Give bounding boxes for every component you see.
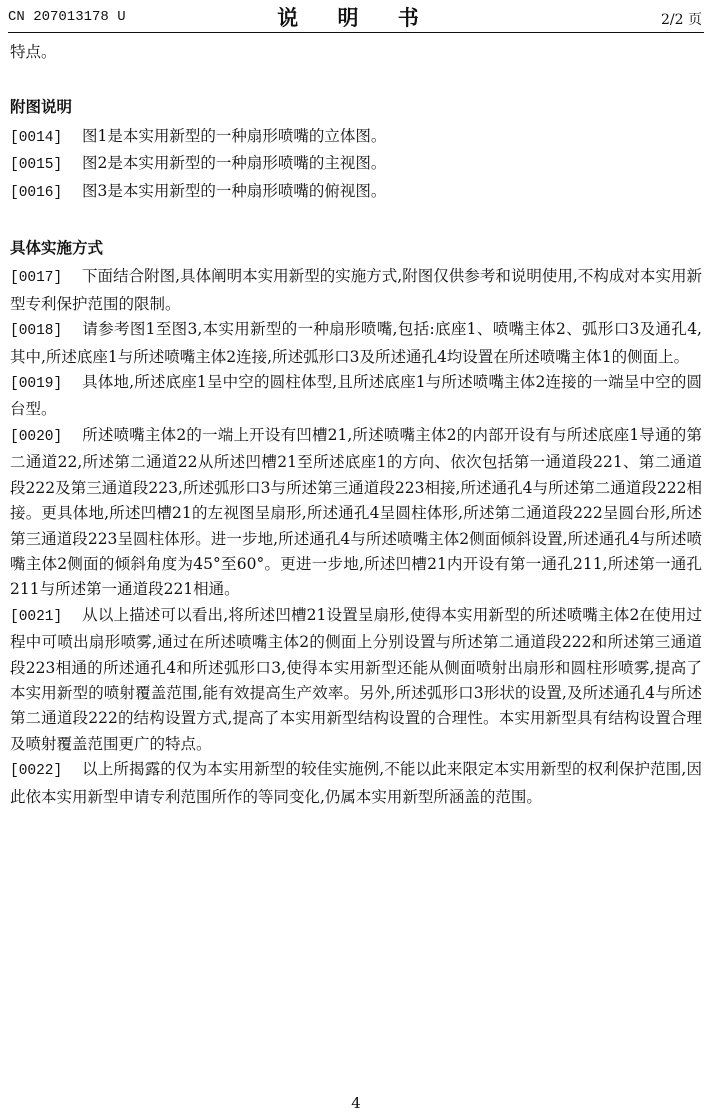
paragraph-text: 图2是本实用新型的一种扇形喷嘴的主视图。	[82, 154, 387, 173]
document-body	[10, 40, 702, 810]
document-title: 说 明 书	[277, 6, 435, 30]
paragraph-0020	[10, 423, 702, 603]
paragraph-number: [0016]	[10, 184, 63, 201]
paragraph-text: 下面结合附图,具体阐明本实用新型的实施方式,附图仅供参考和说明使用,不构成对本实用新型专利保护范围的限制。	[10, 267, 702, 313]
page-header	[0, 0, 712, 34]
figures-heading: 附图说明	[10, 98, 73, 117]
paragraph-number: [0020]	[10, 428, 63, 445]
paragraph-0022	[10, 757, 702, 810]
header-divider	[8, 32, 704, 33]
paragraph-text: 以上所揭露的仅为本实用新型的较佳实施例,不能以此来限定本实用新型的权利保护范围,因此依本实用新型申请专利范围所作的等同变化,仍属本实用新型所涵盖的范围。	[10, 760, 702, 806]
paragraph-number: [0017]	[10, 270, 63, 287]
paragraph-0019	[10, 370, 702, 423]
figure-description	[10, 124, 702, 151]
paragraph-number: [0015]	[10, 157, 63, 174]
continuation-text: 特点。	[10, 43, 57, 61]
paragraph-0017	[10, 264, 702, 317]
publication-number: CN 207013178 U	[8, 9, 126, 25]
page-indicator: 2/2 页	[661, 12, 702, 28]
paragraph-0018	[10, 317, 702, 370]
page-number: 4	[351, 1094, 361, 1112]
paragraph-text: 从以上描述可以看出,将所述凹槽21设置呈扇形,使得本实用新型的所述喷嘴主体2在使用过程中可喷出扇形喷雾,通过在所述喷嘴主体2的侧面上分别设置与所述第二通道段222和所述第三通道段223相通的所述通孔4和所述弧形口3,使得本实用新型还能从侧面喷射出扇形和圆柱形喷雾,提高了本实用新型的喷射覆盖范围,能有效提高生产效率。另外,所述弧形口3形状的设置,及所述通孔4与所述第二通道段222的结构设置方式,提高了本实用新型结构设置的合理性。本实用新型具有结构设置合理及喷射覆盖范围更广的特点。	[10, 605, 702, 753]
embodiment-heading: 具体实施方式	[10, 239, 104, 258]
paragraph-text: 请参考图1至图3,本实用新型的一种扇形喷嘴,包括:底座1、喷嘴主体2、弧形口3及通孔4,其中,所述底座1与所述喷嘴主体2连接,所述弧形口3及所述通孔4均设置在所述喷嘴主体1的侧面上。	[10, 320, 702, 366]
paragraph-text: 所述喷嘴主体2的一端上开设有凹槽21,所述喷嘴主体2的内部开设有与所述底座1导通的第二通道22,所述第二通道22从所述凹槽21至所述底座1的方向、依次包括第一通道段221、第二通道段222及第三通道段223,所述弧形口3与所述第三通道段223相接,所述通孔4与所述第二通道段222相接。更具体地,所述凹槽21的左视图呈扇形,所述通孔4呈圆柱体形,所述第二通道段222呈圆台形,所述第三通道段223呈圆柱体形。进一步地,所述通孔4与所述喷嘴主体2侧面倾斜设置,所述通孔4与所述喷嘴主体2侧面的倾斜角度为45°至60°。更进一步地,所述凹槽21内开设有第一通孔211,所述第一通孔211与所述第一通道段221相通。	[10, 425, 702, 599]
paragraph-text: 具体地,所述底座1呈中空的圆柱体型,且所述底座1与所述喷嘴主体2连接的一端呈中空的圆台型。	[10, 373, 702, 419]
paragraph-0021	[10, 603, 702, 757]
paragraph-number: [0018]	[10, 323, 63, 340]
paragraph-number: [0022]	[10, 763, 63, 780]
paragraph-text: 图3是本实用新型的一种扇形喷嘴的俯视图。	[82, 181, 387, 200]
figure-description	[10, 151, 702, 178]
paragraph-number: [0019]	[10, 376, 63, 393]
paragraph-text: 图1是本实用新型的一种扇形喷嘴的立体图。	[82, 126, 387, 145]
paragraph-number: [0014]	[10, 129, 63, 146]
paragraph-number: [0021]	[10, 608, 63, 625]
figure-description	[10, 179, 702, 206]
